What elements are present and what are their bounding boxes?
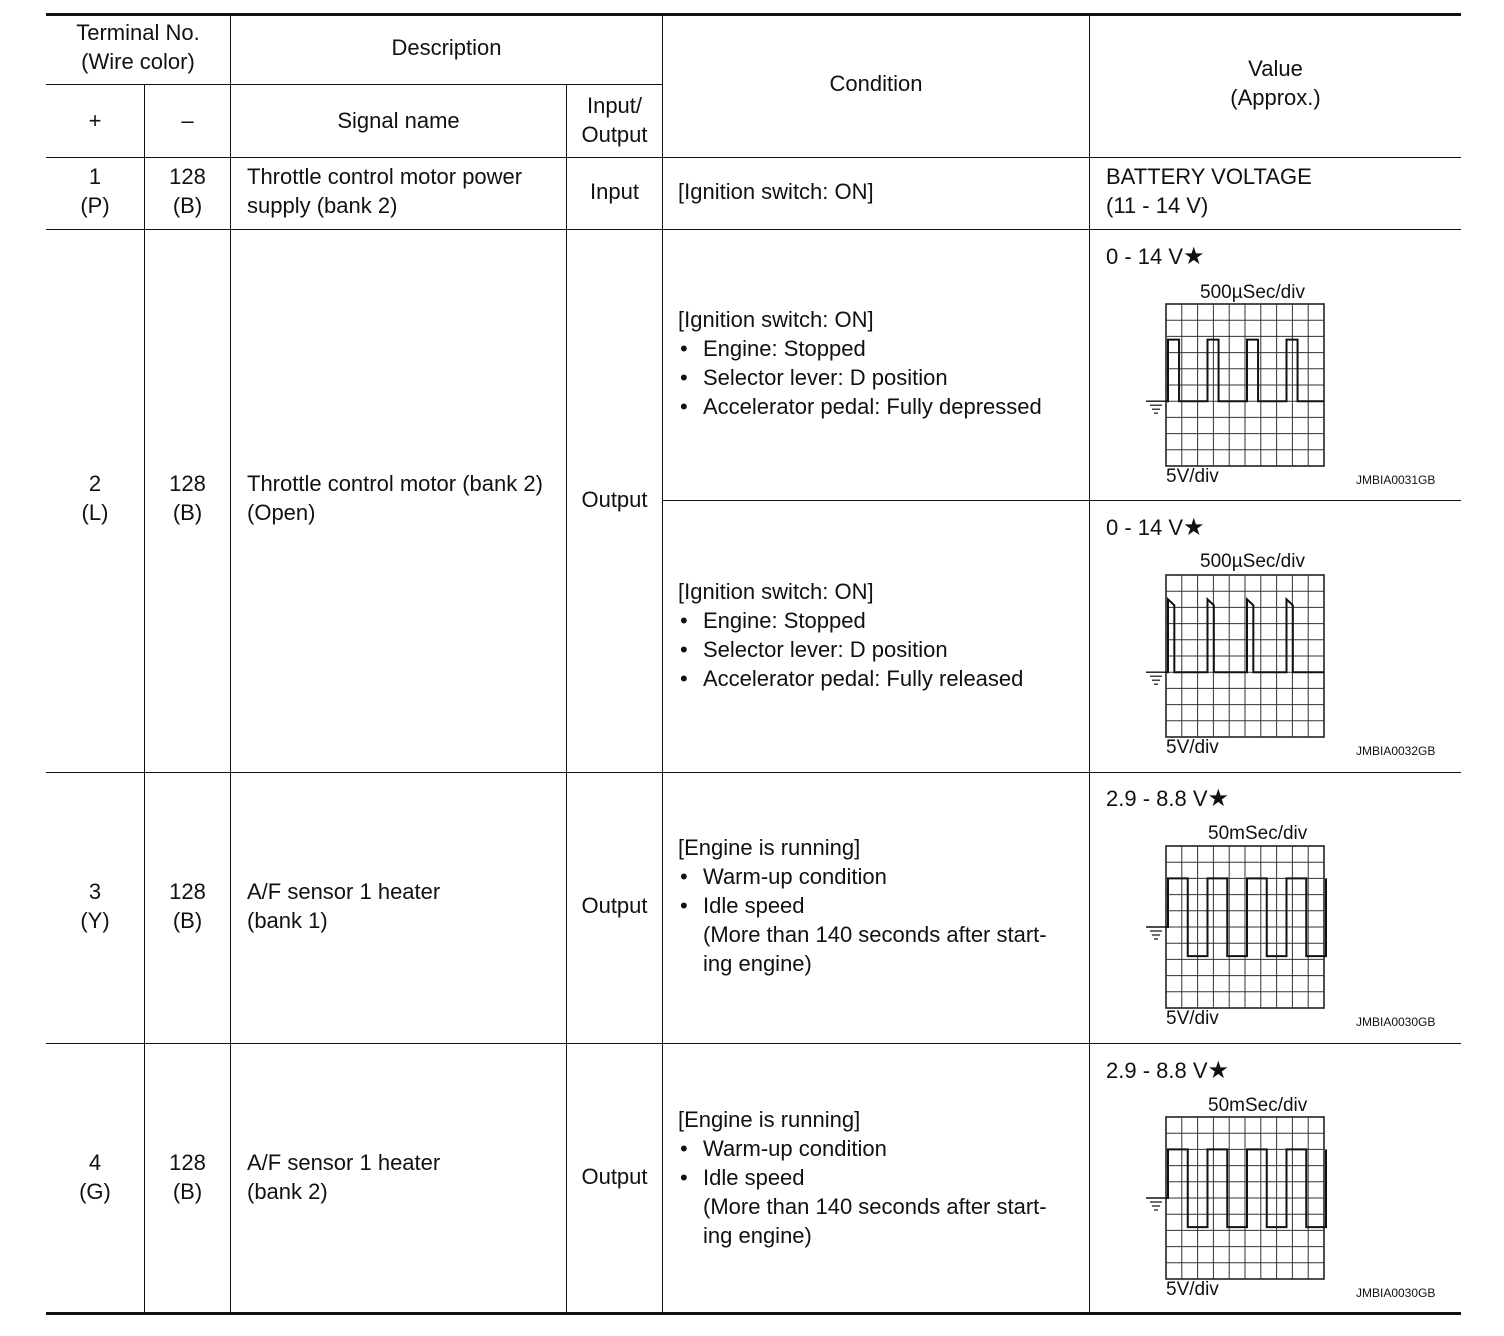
- col-divider-desc-condition: [662, 14, 663, 1313]
- table-top-rule: [46, 13, 1461, 16]
- waveform-trace: [1166, 878, 1326, 956]
- row-3-value: 2.9 - 8.8 V★: [1106, 785, 1230, 812]
- row-2-signal: Throttle control motor (bank 2) (Open): [247, 471, 543, 525]
- row-4-condition: [Engine is running] • Warm-up condition • Idle speed (More than 140 seconds after start- ing engine): [678, 1105, 1047, 1250]
- header-bottom-rule: [46, 157, 1461, 158]
- row-2b-figure-code: JMBIA0032GB: [1356, 744, 1436, 758]
- row-1-plus: 1 (P): [80, 164, 110, 218]
- row-2b-volt-div: 5V/div: [1166, 737, 1219, 758]
- header-signal-name: Signal name: [337, 108, 460, 133]
- row-1-value: BATTERY VOLTAGE (11 - 14 V): [1106, 164, 1312, 218]
- row-2-io: Output: [581, 487, 648, 512]
- row-2b-condition: [Ignition switch: ON] • Engine: Stopped • Selector lever: D position • Accelerator pedal: Fully released: [678, 577, 1023, 693]
- header-condition: Condition: [829, 71, 923, 96]
- row-2-sub-rule: [662, 500, 1461, 501]
- header-value: Value (Approx.): [1230, 56, 1321, 110]
- row-3-signal: A/F sensor 1 heater (bank 1): [247, 879, 441, 933]
- star-icon: ★: [1207, 1057, 1230, 1084]
- col-divider-terminal-desc: [230, 14, 231, 1313]
- row-4-signal: A/F sensor 1 heater (bank 2): [247, 1150, 441, 1204]
- row-2b-time-div: 500µSec/div: [1200, 551, 1305, 572]
- header-description: Description: [391, 35, 502, 60]
- row-3-time-div: 50mSec/div: [1208, 823, 1308, 844]
- row-3-bottom-rule: [46, 1043, 1461, 1044]
- col-divider-plus-minus: [144, 85, 145, 1313]
- oscilloscope-waveform-2: [1140, 573, 1330, 739]
- header-split-rule: [46, 84, 662, 85]
- row-3-io: Output: [581, 893, 648, 918]
- row-4-io: Output: [581, 1164, 648, 1189]
- row-4-value: 2.9 - 8.8 V★: [1106, 1057, 1230, 1084]
- row-2a-time-div: 500µSec/div: [1200, 282, 1305, 303]
- row-2a-value: 0 - 14 V★: [1106, 243, 1205, 270]
- row-2-bottom-rule: [46, 772, 1461, 773]
- row-1-io: Input: [590, 179, 639, 204]
- oscilloscope-waveform-3: [1140, 844, 1330, 1010]
- table-bottom-rule: [46, 1312, 1461, 1315]
- row-2-plus: 2 (L): [81, 471, 109, 525]
- row-2a-figure-code: JMBIA0031GB: [1356, 473, 1436, 487]
- row-3-plus: 3 (Y): [80, 879, 110, 933]
- row-4-minus: 128 (B): [169, 1150, 206, 1204]
- row-3-figure-code: JMBIA0030GB: [1356, 1015, 1436, 1029]
- star-icon: ★: [1207, 785, 1230, 812]
- col-divider-signal-io: [566, 85, 567, 1313]
- row-1-bottom-rule: [46, 229, 1461, 230]
- row-4-time-div: 50mSec/div: [1208, 1095, 1308, 1116]
- row-3-volt-div: 5V/div: [1166, 1008, 1219, 1029]
- row-3-condition: [Engine is running] • Warm-up condition • Idle speed (More than 140 seconds after start- ing engine): [678, 833, 1047, 978]
- oscilloscope-waveform-1: [1140, 302, 1330, 468]
- row-2a-condition: [Ignition switch: ON] • Engine: Stopped • Selector lever: D position • Accelerator pedal: Fully depressed: [678, 305, 1042, 421]
- star-icon: ★: [1183, 514, 1205, 541]
- oscilloscope-waveform-4: [1140, 1115, 1330, 1281]
- waveform-trace: [1166, 1149, 1326, 1227]
- row-1-condition: [Ignition switch: ON]: [678, 179, 874, 204]
- row-1-signal: Throttle control motor power supply (bank 2): [247, 164, 523, 218]
- col-divider-condition-value: [1089, 14, 1090, 1313]
- row-4-plus: 4 (G): [79, 1150, 111, 1204]
- row-4-figure-code: JMBIA0030GB: [1356, 1286, 1436, 1300]
- row-1-minus: 128 (B): [169, 164, 206, 218]
- header-plus: +: [88, 108, 102, 133]
- row-2b-value: 0 - 14 V★: [1106, 514, 1205, 541]
- header-terminal: Terminal No. (Wire color): [76, 20, 200, 74]
- row-2-minus: 128 (B): [169, 471, 206, 525]
- star-icon: ★: [1183, 243, 1205, 270]
- header-minus: –: [181, 108, 194, 133]
- header-io: Input/ Output: [581, 93, 648, 147]
- row-3-minus: 128 (B): [169, 879, 206, 933]
- row-2a-volt-div: 5V/div: [1166, 466, 1219, 487]
- row-4-volt-div: 5V/div: [1166, 1279, 1219, 1300]
